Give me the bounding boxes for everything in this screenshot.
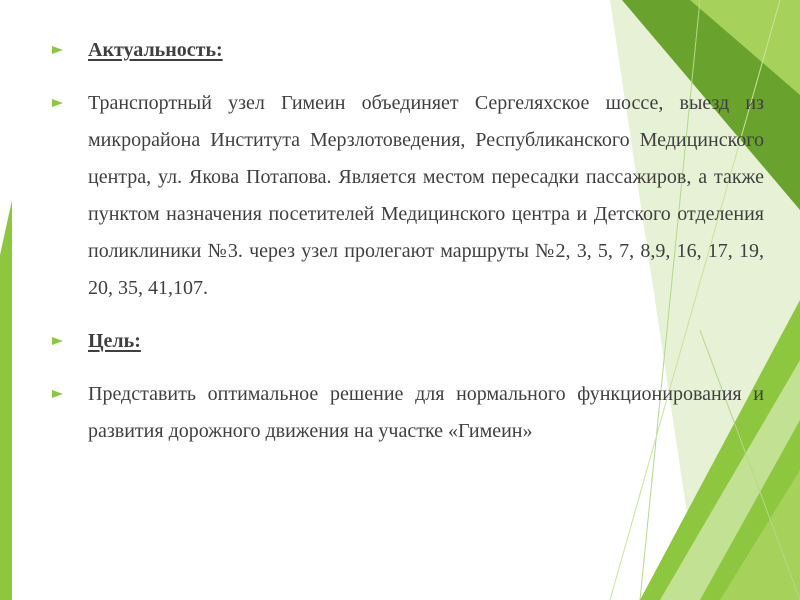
bullet-item-relevance-text	[52, 85, 764, 307]
goal-heading: Цель:	[88, 330, 141, 352]
triangle-bullet-icon	[52, 337, 63, 345]
triangle-bullet-icon	[52, 390, 63, 398]
relevance-heading: Актуальность:	[88, 39, 223, 61]
left-green-accent-bar	[0, 200, 12, 600]
relevance-text: Транспортный узел Гимеин объединяет Сергеляхское шоссе, выезд из микрорайона Института Мерзлотоведения, Республиканского Медицинского центра, ул. Якова Потапова. Является местом пересадки пассажиров, а также пунктом назначения посетителей Медицинского центра и Детского отделения поликлиники №3. через узел пролегают маршруты №2, 3, 5, 7, 8,9, 16, 17, 19, 20, 35, 41,107.	[88, 92, 764, 299]
goal-text: Представить оптимальное решение для нормального функционирования и развития дорожного движения на участке «Гимеин»	[88, 383, 764, 442]
bullet-item-relevance-heading	[52, 32, 764, 69]
bullet-item-goal-heading	[52, 323, 764, 360]
slide-content	[52, 32, 764, 450]
triangle-bullet-icon	[52, 46, 63, 54]
triangle-bullet-icon	[52, 99, 63, 107]
bullet-item-goal-text	[52, 376, 764, 450]
